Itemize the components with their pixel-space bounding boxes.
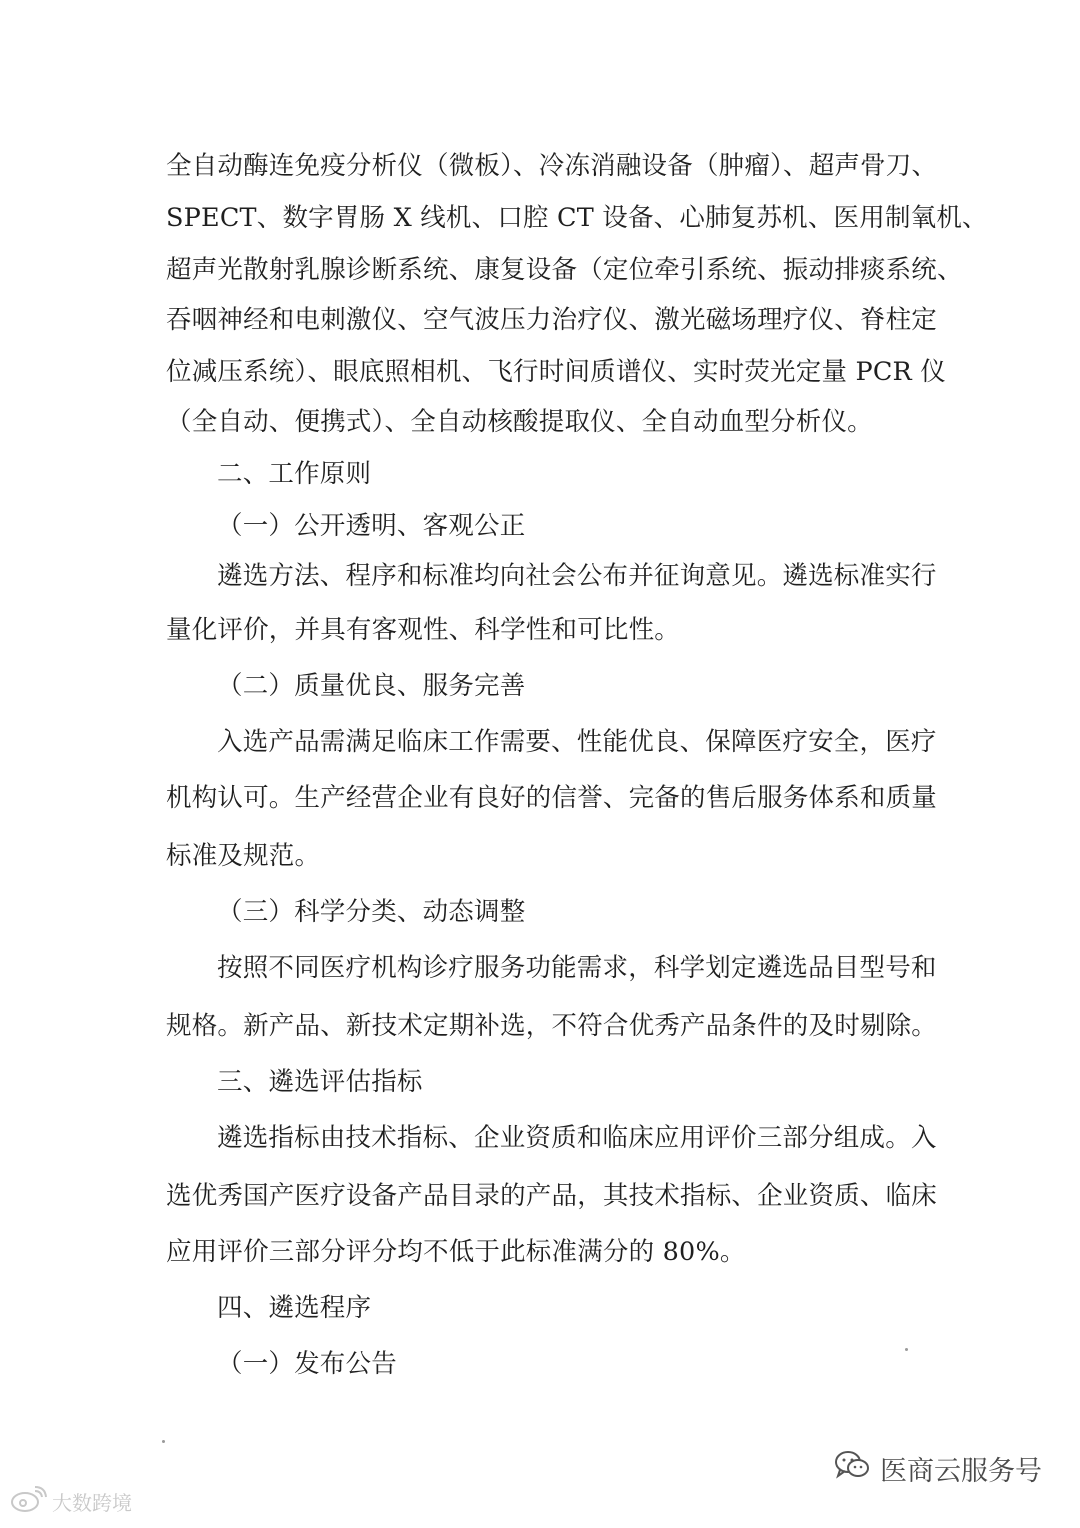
wechat-icon	[834, 1450, 870, 1487]
text-line: 入选产品需满足临床工作需要、性能优良、保障医疗安全，医疗	[217, 727, 937, 757]
watermark-left-text: 大数跨境	[52, 1491, 132, 1515]
subsection-heading: （三）科学分类、动态调整	[217, 897, 526, 927]
watermark-right	[834, 1449, 1042, 1488]
text-line: 遴选指标由技术指标、企业资质和临床应用评价三部分组成。入	[217, 1123, 937, 1153]
subsection-heading: （二）质量优良、服务完善	[217, 671, 526, 701]
text-line: 吞咽神经和电刺激仪、空气波压力治疗仪、激光磁场理疗仪、脊柱定	[166, 305, 938, 335]
watermark-left	[8, 1485, 132, 1518]
watermark-right-text: 医商云服务号	[880, 1456, 1042, 1487]
text-line: 标准及规范。	[166, 841, 321, 871]
text-line: SPECT、数字胃肠 X 线机、口腔 CT 设备、心肺复苏机、医用制氧机、	[166, 203, 988, 233]
text-line: 按照不同医疗机构诊疗服务功能需求，科学划定遴选品目型号和	[217, 953, 937, 983]
scan-speck	[162, 1440, 165, 1443]
text-line: 选优秀国产医疗设备产品目录的产品，其技术指标、企业资质、临床	[166, 1181, 938, 1211]
scan-speck	[905, 1348, 908, 1351]
subsection-heading: （一）公开透明、客观公正	[217, 511, 526, 541]
text-line: 超声光散射乳腺诊断系统、康复设备（定位牵引系统、振动排痰系统、	[166, 255, 963, 285]
text-line: 全自动酶连免疫分析仪（微板）、冷冻消融设备（肿瘤）、超声骨刀、	[166, 151, 938, 181]
section-heading: 二、工作原则	[217, 459, 372, 489]
section-heading: 三、遴选评估指标	[217, 1067, 423, 1097]
text-line: （全自动、便携式）、全自动核酸提取仪、全自动血型分析仪。	[166, 407, 873, 437]
text-line: 应用评价三部分评分均不低于此标准满分的 80%。	[166, 1237, 746, 1267]
text-line: 遴选方法、程序和标准均向社会公布并征询意见。遴选标准实行	[217, 561, 937, 591]
text-line: 量化评价，并具有客观性、科学性和可比性。	[166, 615, 681, 645]
weibo-icon	[8, 1485, 48, 1518]
text-line: 机构认可。生产经营企业有良好的信誉、完备的售后服务体系和质量	[166, 783, 938, 813]
section-heading: 四、遴选程序	[217, 1293, 372, 1323]
text-line: 位减压系统）、眼底照相机、飞行时间质谱仪、实时荧光定量 PCR 仪	[166, 357, 946, 387]
text-line: 规格。新产品、新技术定期补选，不符合优秀产品条件的及时剔除。	[166, 1011, 938, 1041]
subsection-heading: （一）发布公告	[217, 1349, 397, 1379]
